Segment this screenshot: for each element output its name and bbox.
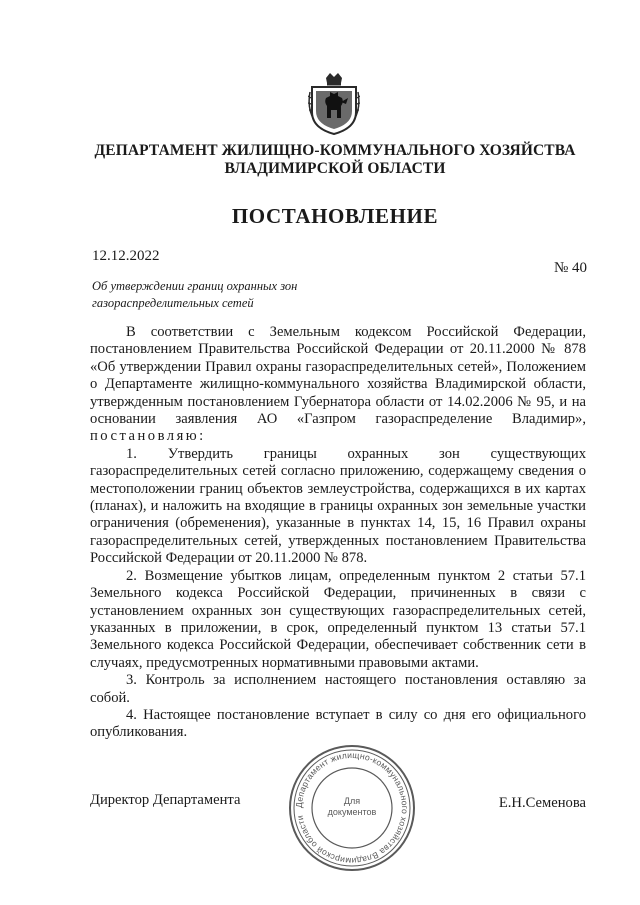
signatory-name: Е.Н.Семенова xyxy=(498,795,586,811)
official-stamp xyxy=(288,744,416,872)
signatory-title: Директор Департамента xyxy=(90,792,241,808)
stamp-ring-text: Департамент жилищно-коммунального хозяйства Владимирской области xyxy=(293,749,411,867)
subject-line2: газораспределительных сетей xyxy=(92,296,254,310)
stamp-center-line2: документов xyxy=(327,807,377,817)
resolve-word: постановляю: xyxy=(90,428,206,445)
preamble-paragraph xyxy=(90,324,586,446)
document-date: 12.12.2022 xyxy=(92,248,160,264)
item-1-paragraph: 1. Утвердить границы охранных зон существующих газораспределительных сетей согласно приложению, содержащему сведения о местоположении границ объектов землеустройства, содержащихся в их картах (планах), и наложить на входящие в границы охранных зон земельные участки ограничения (обременения), указанные в пунктах 14, 15, 16 Правил охраны газораспределительных сетей, утвержденных постановлением Правительства Российской Федерации от 20.11.2000 № 878. xyxy=(90,445,586,567)
preamble-text: В соответствии с Земельным кодексом Российской Федерации, постановлением Правительства Российской Федерации от 20.11.2000 № 878 «Об утверждении Правил охраны газораспределительных сетей», Положением о Департаменте жилищно-коммунального хозяйства Владимирской области, утвержденным постановлением Губернатора области от 14.02.2006 № 95, и на основании заявления АО «Газпром газораспределение Владимир», xyxy=(90,324,586,428)
document-number: № 40 xyxy=(553,260,587,276)
stamp-center-line1: Для xyxy=(343,796,361,806)
item-4-paragraph: 4. Настоящее постановление вступает в силу со дня его официального опубликования. xyxy=(90,706,586,741)
department-name-line1: ДЕПАРТАМЕНТ ЖИЛИЩНО-КОММУНАЛЬНОГО ХОЗЯЙСТВА xyxy=(94,142,576,159)
coat-of-arms-icon xyxy=(308,72,360,136)
department-name-line2: ВЛАДИМИРСКОЙ ОБЛАСТИ xyxy=(224,160,446,177)
document-subject xyxy=(92,278,392,312)
subject-line1: Об утверждении границ охранных зон xyxy=(92,279,298,293)
document-body xyxy=(90,324,586,742)
item-3-paragraph: 3. Контроль за исполнением настоящего постановления оставляю за собой. xyxy=(90,672,586,706)
item-2-paragraph: 2. Возмещение убытков лицам, определенным пунктом 2 статьи 57.1 Земельного кодекса Российской Федерации, причиненных в связи с установлением охранных зон существующих газораспределительных сетей, указанных в приложении, в срок, определенный пунктом 13 статьи 57.1 Земельного кодекса Российской Федерации, обеспечивает собственник сети в случаях, предусмотренных нормативными правовыми актами. xyxy=(90,567,586,671)
document-type-title: ПОСТАНОВЛЕНИЕ xyxy=(231,204,439,228)
